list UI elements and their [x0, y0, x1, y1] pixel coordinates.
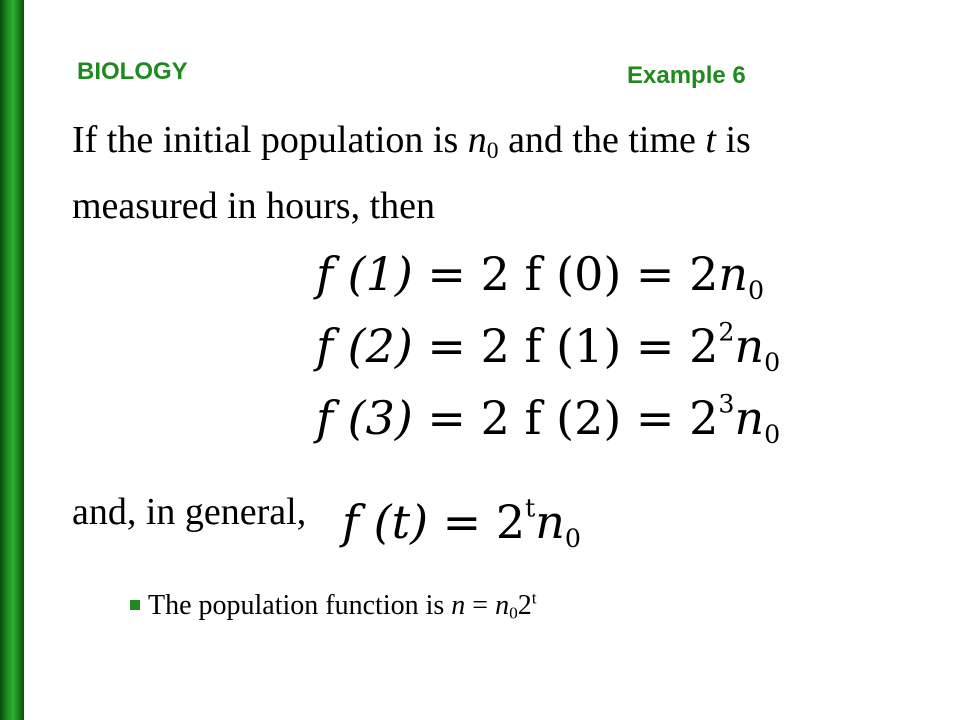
eq2-exp: 2	[718, 317, 735, 347]
eq3-lhs: f (3)	[316, 391, 413, 445]
eq2-sub: 0	[764, 347, 781, 377]
var-t: t	[705, 119, 716, 161]
intro-line-2: measured in hours, then	[72, 185, 436, 227]
equation-1	[316, 246, 765, 305]
intro-line-1	[72, 118, 751, 162]
eq2-lhs: f (2)	[316, 319, 413, 373]
bullet-square-icon	[130, 600, 140, 610]
eq1-lhs: f (1)	[316, 247, 413, 301]
eq3-n: n	[734, 391, 765, 445]
intro-text: If the initial population is	[72, 119, 468, 161]
geq-mid: = 2	[428, 495, 526, 549]
geq-n: n	[535, 495, 565, 549]
var-n: n	[467, 119, 487, 161]
subscript-0: 0	[486, 137, 499, 164]
intro-text-3: is	[715, 119, 751, 161]
eq1-n: n	[718, 247, 748, 301]
geq-exp: t	[525, 493, 536, 523]
intro-text-2: and the time	[498, 119, 706, 161]
green-side-bar	[0, 0, 24, 720]
section-label: BIOLOGY	[77, 58, 188, 85]
eq2-mid: = 2 f (1) = 2	[412, 319, 719, 373]
general-lead: and, in general,	[72, 491, 307, 533]
bullet-base: 2	[517, 590, 532, 621]
bullet-text: The population function is	[148, 590, 452, 621]
eq3-exp: 3	[718, 389, 735, 419]
bullet-sub: 0	[509, 603, 518, 623]
bullet-n0: n	[495, 590, 510, 621]
general-equation	[342, 493, 582, 553]
equation-2	[316, 317, 781, 377]
example-label: Example 6	[627, 62, 746, 89]
bullet-eq: =	[465, 590, 496, 621]
eq3-mid: = 2 f (2) = 2	[412, 391, 719, 445]
eq2-n: n	[734, 319, 765, 373]
geq-lhs: f (t)	[342, 495, 429, 549]
bullet-n: n	[451, 590, 466, 621]
equation-3	[316, 389, 781, 449]
geq-sub: 0	[564, 523, 582, 553]
eq1-mid: = 2 f (0) = 2	[412, 247, 719, 301]
eq3-sub: 0	[764, 419, 781, 449]
bullet-exp: t	[531, 588, 537, 608]
bullet-item	[130, 588, 537, 624]
eq1-sub: 0	[748, 275, 765, 305]
